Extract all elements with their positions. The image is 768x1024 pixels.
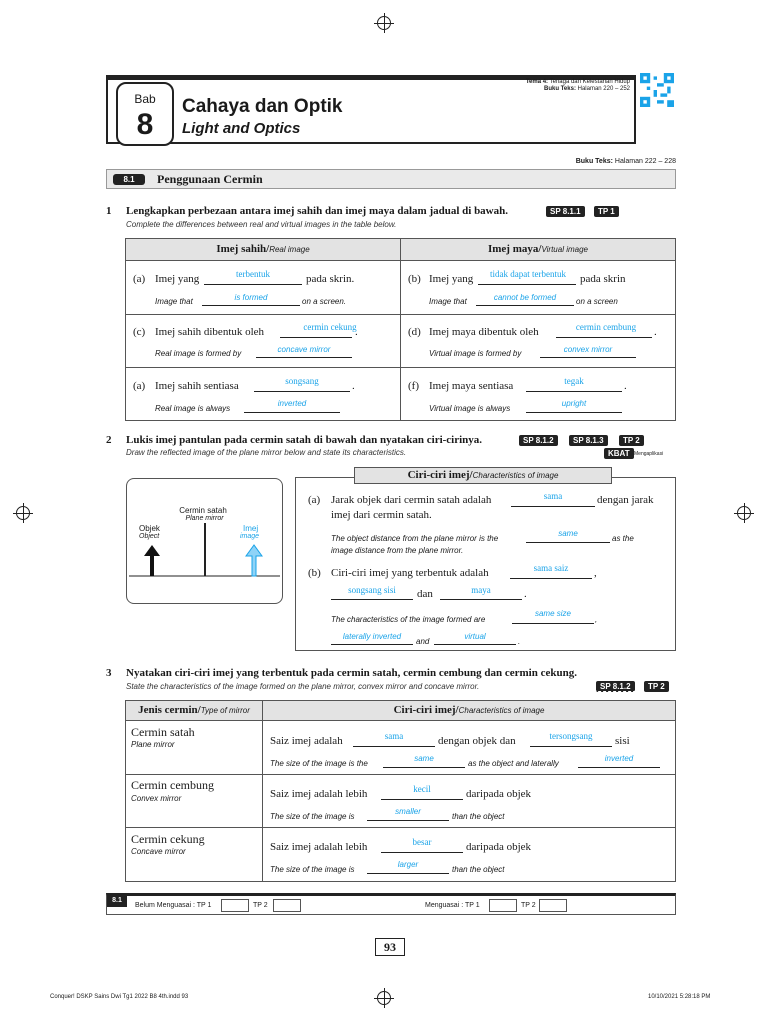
bab-box [116,82,174,146]
q2b-en-1: The characteristics of the image formed are [331,615,486,624]
col-header-real: Imej sahih/Real image [216,243,310,255]
col-header-char: Ciri-ciri imej/Characteristics of image [393,704,545,716]
crop-mark-icon [16,506,30,520]
q1d-en-pre: Virtual image is formed by [429,349,522,358]
q1-text-en: Complete the differences between real and virtual images in the table below. [126,220,397,229]
answer[interactable]: tersongsang [549,731,593,741]
answer[interactable]: inverted [604,754,634,763]
tp2-checkbox[interactable] [273,899,301,912]
q3-row-text: daripada objek [466,788,532,800]
q2b-dot: . [524,588,527,600]
answer[interactable]: sama [543,491,563,501]
answer[interactable]: same size [534,609,571,618]
answer[interactable]: tidak dapat terbentuk [490,269,566,279]
q2a-ms-1: Jarak objek dari cermin satah adalah [331,494,492,506]
q1c-dot: . [355,326,358,338]
q2-number: 2 [106,434,112,446]
chapter-subtitle: Light and Optics [182,120,301,137]
object-arrow-icon [144,545,160,576]
tema-line: Tema 4: Tenaga dan Kelestarian Hidup [525,79,630,85]
q1b-en-pre: Image that [429,297,467,306]
answer[interactable]: same [558,529,578,538]
page-number: 93 [375,938,405,956]
object-label: Objek [139,524,160,533]
q3-row-text: Saiz imej adalah [270,735,343,747]
q1c-label: (c) [133,326,146,338]
mirror-label: Cermin satah [179,506,227,515]
q3-row-en: The size of the image is [270,812,355,821]
mastery-bar [106,893,676,915]
answer[interactable]: sama saiz [533,563,569,573]
q1f-ms-pre: Imej maya sentiasa [429,380,514,392]
buku-line: Buku Teks: Halaman 220 – 252 [544,86,630,92]
mirror-diagram [126,478,283,604]
q1e-ms-pre: Imej sahih sentiasa [155,380,239,392]
q3-text: Nyatakan ciri-ciri imej yang terbentuk pada cermin satah, cermin cembung dan cermin cekung. [126,667,577,679]
mirror-type-en: Concave mirror [131,847,186,856]
q1a-en-pre: Image that [155,297,193,306]
q1a-label: (a) [133,273,146,285]
q1-text: Lengkapkan perbezaan antara imej sahih dan imej maya dalam jadual di bawah. [126,205,508,217]
q1d-dot: . [654,326,657,338]
q2a-ms-3: imej dari cermin satah. [331,509,432,521]
q2b-comma: , [594,567,597,579]
tp-badge: TP 2 [619,435,644,446]
answer[interactable]: laterally inverted [342,632,402,641]
q3-number: 3 [106,667,112,679]
section-ref: Buku Teks: Halaman 222 – 228 [575,158,676,165]
qr-code-icon[interactable] [640,73,674,107]
mirror-type: Cermin cembung [131,778,214,792]
print-date: 10/10/2021 5:28:18 PM [648,994,711,1000]
sp-badge: SP 8.1.2 [596,681,635,692]
image-arrow-icon [246,545,262,576]
q1e-label: (a) [133,380,146,392]
q3-row-en: The size of the image is the [270,759,368,768]
object-label-en: Object [139,533,160,540]
answer[interactable]: virtual [464,632,486,641]
q3-row-en: than the object [452,865,505,874]
q1e-en-pre: Real image is always [155,404,231,413]
q1f-dot: . [624,380,627,392]
mirror-label-en: Plane mirror [185,515,224,522]
answer[interactable]: smaller [395,807,421,816]
q3-row-en: than the object [452,812,505,821]
q3-row-text: sisi [615,735,630,747]
answer[interactable]: songsang sisi [348,585,396,595]
mastery-section: 8.1 [107,895,127,907]
q1b-ms-post: pada skrin [580,273,626,285]
q1a-ms-pre: Imej yang [155,273,200,285]
q2-text: Lukis imej pantulan pada cermin satah di bawah dan nyatakan ciri-cirinya. [126,434,483,446]
answer[interactable]: larger [397,860,419,869]
chapter-title: Cahaya dan Optik [182,96,343,117]
q2a-en-1: The object distance from the plane mirror is the [331,534,499,543]
menguasai-label: Menguasai : TP 1 [425,902,480,909]
image-label-en: image [240,533,260,540]
q1b-label: (b) [408,273,421,285]
tp2-label: TP 2 [253,902,268,909]
answer[interactable]: sama [384,731,404,741]
sp-badge: SP 8.1.1 [546,206,585,217]
answer[interactable]: upright [561,399,587,408]
q1f-label: (f) [408,380,419,392]
answer[interactable]: songsang [285,376,319,386]
tp-badge: TP 2 [644,681,669,692]
answer[interactable]: cermin cembung [575,322,637,332]
q2b-dan: dan [417,588,433,600]
answer[interactable]: tegak [564,376,584,386]
q2b-ms-1: Ciri-ciri imej yang terbentuk adalah [331,567,489,579]
q2a-ms-2: dengan jarak [597,494,654,506]
tp2-checkbox[interactable] [539,899,567,912]
answer[interactable]: maya [471,585,491,595]
bab-number: 8 [136,108,154,141]
sp-badge: SP 8.1.2 [519,435,558,446]
sp-badge: SP 8.1.3 [569,435,608,446]
q2a-en-2: as the [612,534,634,543]
tp1-checkbox[interactable] [489,899,517,912]
q3-row-en: The size of the image is [270,865,355,874]
q3-row-text: daripada objek [466,841,532,853]
kbat-badge: KBAT [604,448,634,459]
crop-mark-icon [377,991,391,1005]
q1-number: 1 [106,205,112,217]
q1a-ms-post: pada skrin. [306,273,355,285]
q1c-ms-pre: Imej sahih dibentuk oleh [155,326,265,338]
answer[interactable]: cermin cekung [303,322,357,332]
answer[interactable]: convex mirror [563,345,613,354]
section-bar [106,169,676,189]
q2a-en-3: image distance from the plane mirror. [331,546,464,555]
answer[interactable]: same [414,754,434,763]
answer[interactable]: concave mirror [277,345,331,354]
q3-row-text: dengan objek dan [438,735,516,747]
answer[interactable]: cannot be formed [493,293,557,302]
mirror-type: Cermin satah [131,725,195,739]
answer[interactable]: terbentuk [236,269,270,279]
q3-row-text: Saiz imej adalah lebih [270,841,368,853]
characteristics-title: Ciri-ciri imej/Characteristics of image [354,467,612,484]
kbat-sub: Mengaplikasi [634,451,664,457]
q2b-label: (b) [308,567,321,579]
crop-mark-icon [737,506,751,520]
q3-row-text: Saiz imej adalah lebih [270,788,368,800]
q2-text-en: Draw the reflected image of the plane mirror below and state its characteristics. [126,448,407,457]
q1a-en-post: on a screen. [302,297,347,306]
q1e-dot: . [352,380,355,392]
q1b-ms-pre: Imej yang [429,273,474,285]
q2b-en-comma: , [595,615,598,624]
answer[interactable]: kecil [413,784,431,794]
chapter-header [106,75,636,144]
q1c-en-pre: Real image is formed by [155,349,242,358]
q1b-en-post: on a screen [576,297,618,306]
tp1-checkbox[interactable] [221,899,249,912]
mirror-type-en: Plane mirror [131,740,175,749]
tp2-label: TP 2 [521,902,536,909]
tp-badge: TP 1 [594,206,619,217]
answer[interactable]: besar [412,837,432,847]
q2b-en-dot: . [518,637,521,646]
q1d-label: (d) [408,326,421,338]
mirror-type: Cermin cekung [131,832,205,846]
print-file: Conquer! DSKP Sains Dwi Tg1 2022 B8 4th.indd 93 [50,994,189,1000]
q2b-en-and: and [416,637,430,646]
q2a-label: (a) [308,494,321,506]
q3-text-en: State the characteristics of the image formed on the plane mirror, convex mirror and concave mirror. [126,682,480,691]
q1f-en-pre: Virtual image is always [429,404,511,413]
crop-mark-icon [377,16,391,30]
answer[interactable]: is formed [234,293,268,302]
answer[interactable]: inverted [277,399,307,408]
q1d-ms-pre: Imej maya dibentuk oleh [429,326,539,338]
bab-label: Bab [134,92,156,106]
mirror-type-en: Convex mirror [131,794,182,803]
mirror-svg [127,479,282,603]
q3-row-en: as the object and laterally [468,759,559,768]
col-header-virtual: Imej maya/Virtual image [487,243,588,255]
col-header-mirror: Jenis cermin/Type of mirror [138,704,250,716]
section-title: Penggunaan Cermin [157,172,263,186]
belum-label: Belum Menguasai : TP 1 [135,902,212,909]
section-number: 8.1 [113,174,145,185]
image-label: Imej [243,524,259,533]
